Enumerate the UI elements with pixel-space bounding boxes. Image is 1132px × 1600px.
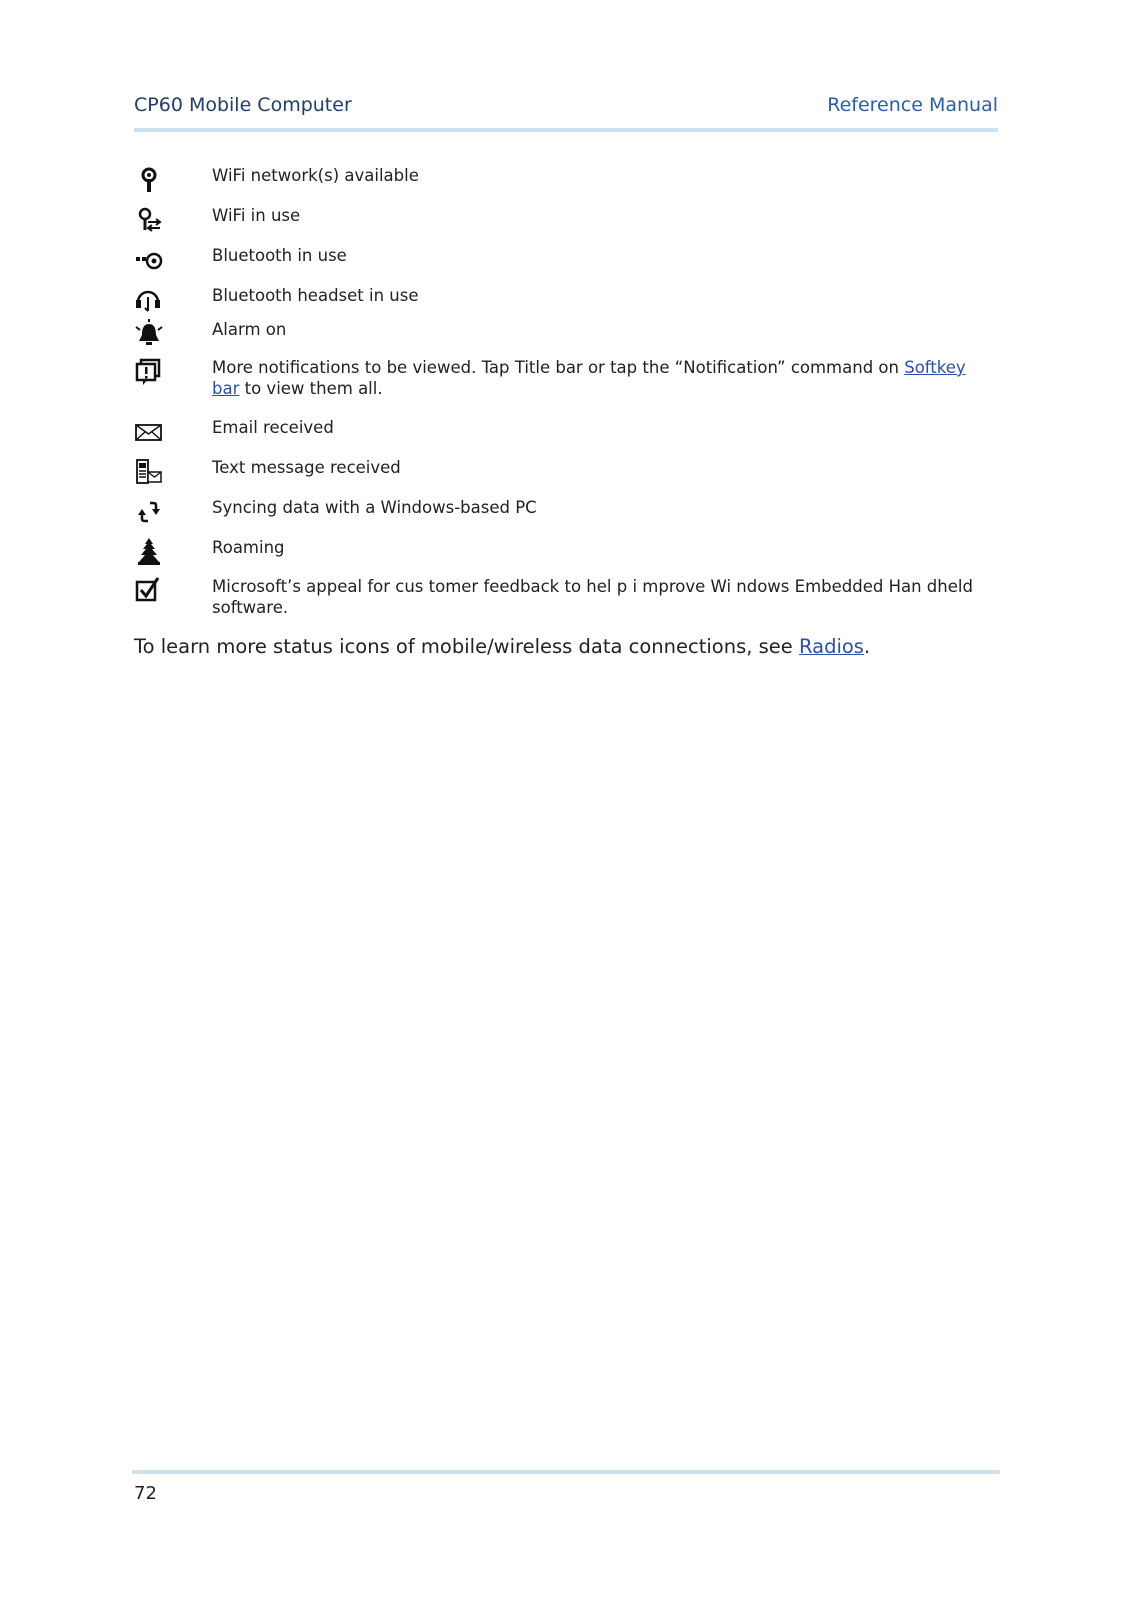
softkey-bar-link[interactable]: Softkey bar: [212, 358, 966, 398]
status-description: Alarm on: [212, 320, 287, 339]
status-description: WiFi network(s) available: [212, 166, 419, 185]
bluetooth-in-use-icon: [134, 245, 164, 275]
status-description: WiFi in use: [212, 206, 301, 225]
status-description: Text message received: [212, 458, 401, 477]
status-description: Roaming: [212, 538, 285, 557]
wifi-in-use-icon: [134, 205, 164, 235]
status-description: Syncing data with a Windows-based PC: [212, 498, 537, 517]
manual-type: Reference Manual: [827, 94, 998, 116]
status-description: More notifications to be viewed. Tap Title bar or tap the “Notification” command on Softkey bar to view them all.: [212, 358, 966, 398]
page-number: 72: [134, 1483, 157, 1504]
roaming-icon: [134, 537, 164, 567]
email-icon: [134, 417, 164, 447]
status-description: Bluetooth in use: [212, 246, 347, 265]
radios-note: To learn more status icons of mobile/wireless data connections, see Radios.: [134, 635, 871, 658]
alarm-icon: [134, 319, 164, 349]
status-description: Email received: [212, 418, 334, 437]
bluetooth-headset-icon: [134, 285, 164, 315]
radios-link[interactable]: Radios: [799, 635, 864, 658]
text-message-icon: [134, 457, 164, 487]
feedback-checkbox-icon: [134, 576, 164, 606]
footer-divider: [132, 1470, 1000, 1474]
wifi-available-icon: [134, 165, 164, 195]
status-description: Microsoft’s appeal for cus tomer feedback to hel p i mprove Wi ndows Embedded Han dheld software.: [212, 577, 973, 617]
status-description: Bluetooth headset in use: [212, 286, 419, 305]
sync-icon: [134, 497, 164, 527]
more-notifications-icon: [134, 357, 164, 387]
document-title: CP60 Mobile Computer: [134, 94, 352, 116]
page-header: [134, 94, 998, 132]
